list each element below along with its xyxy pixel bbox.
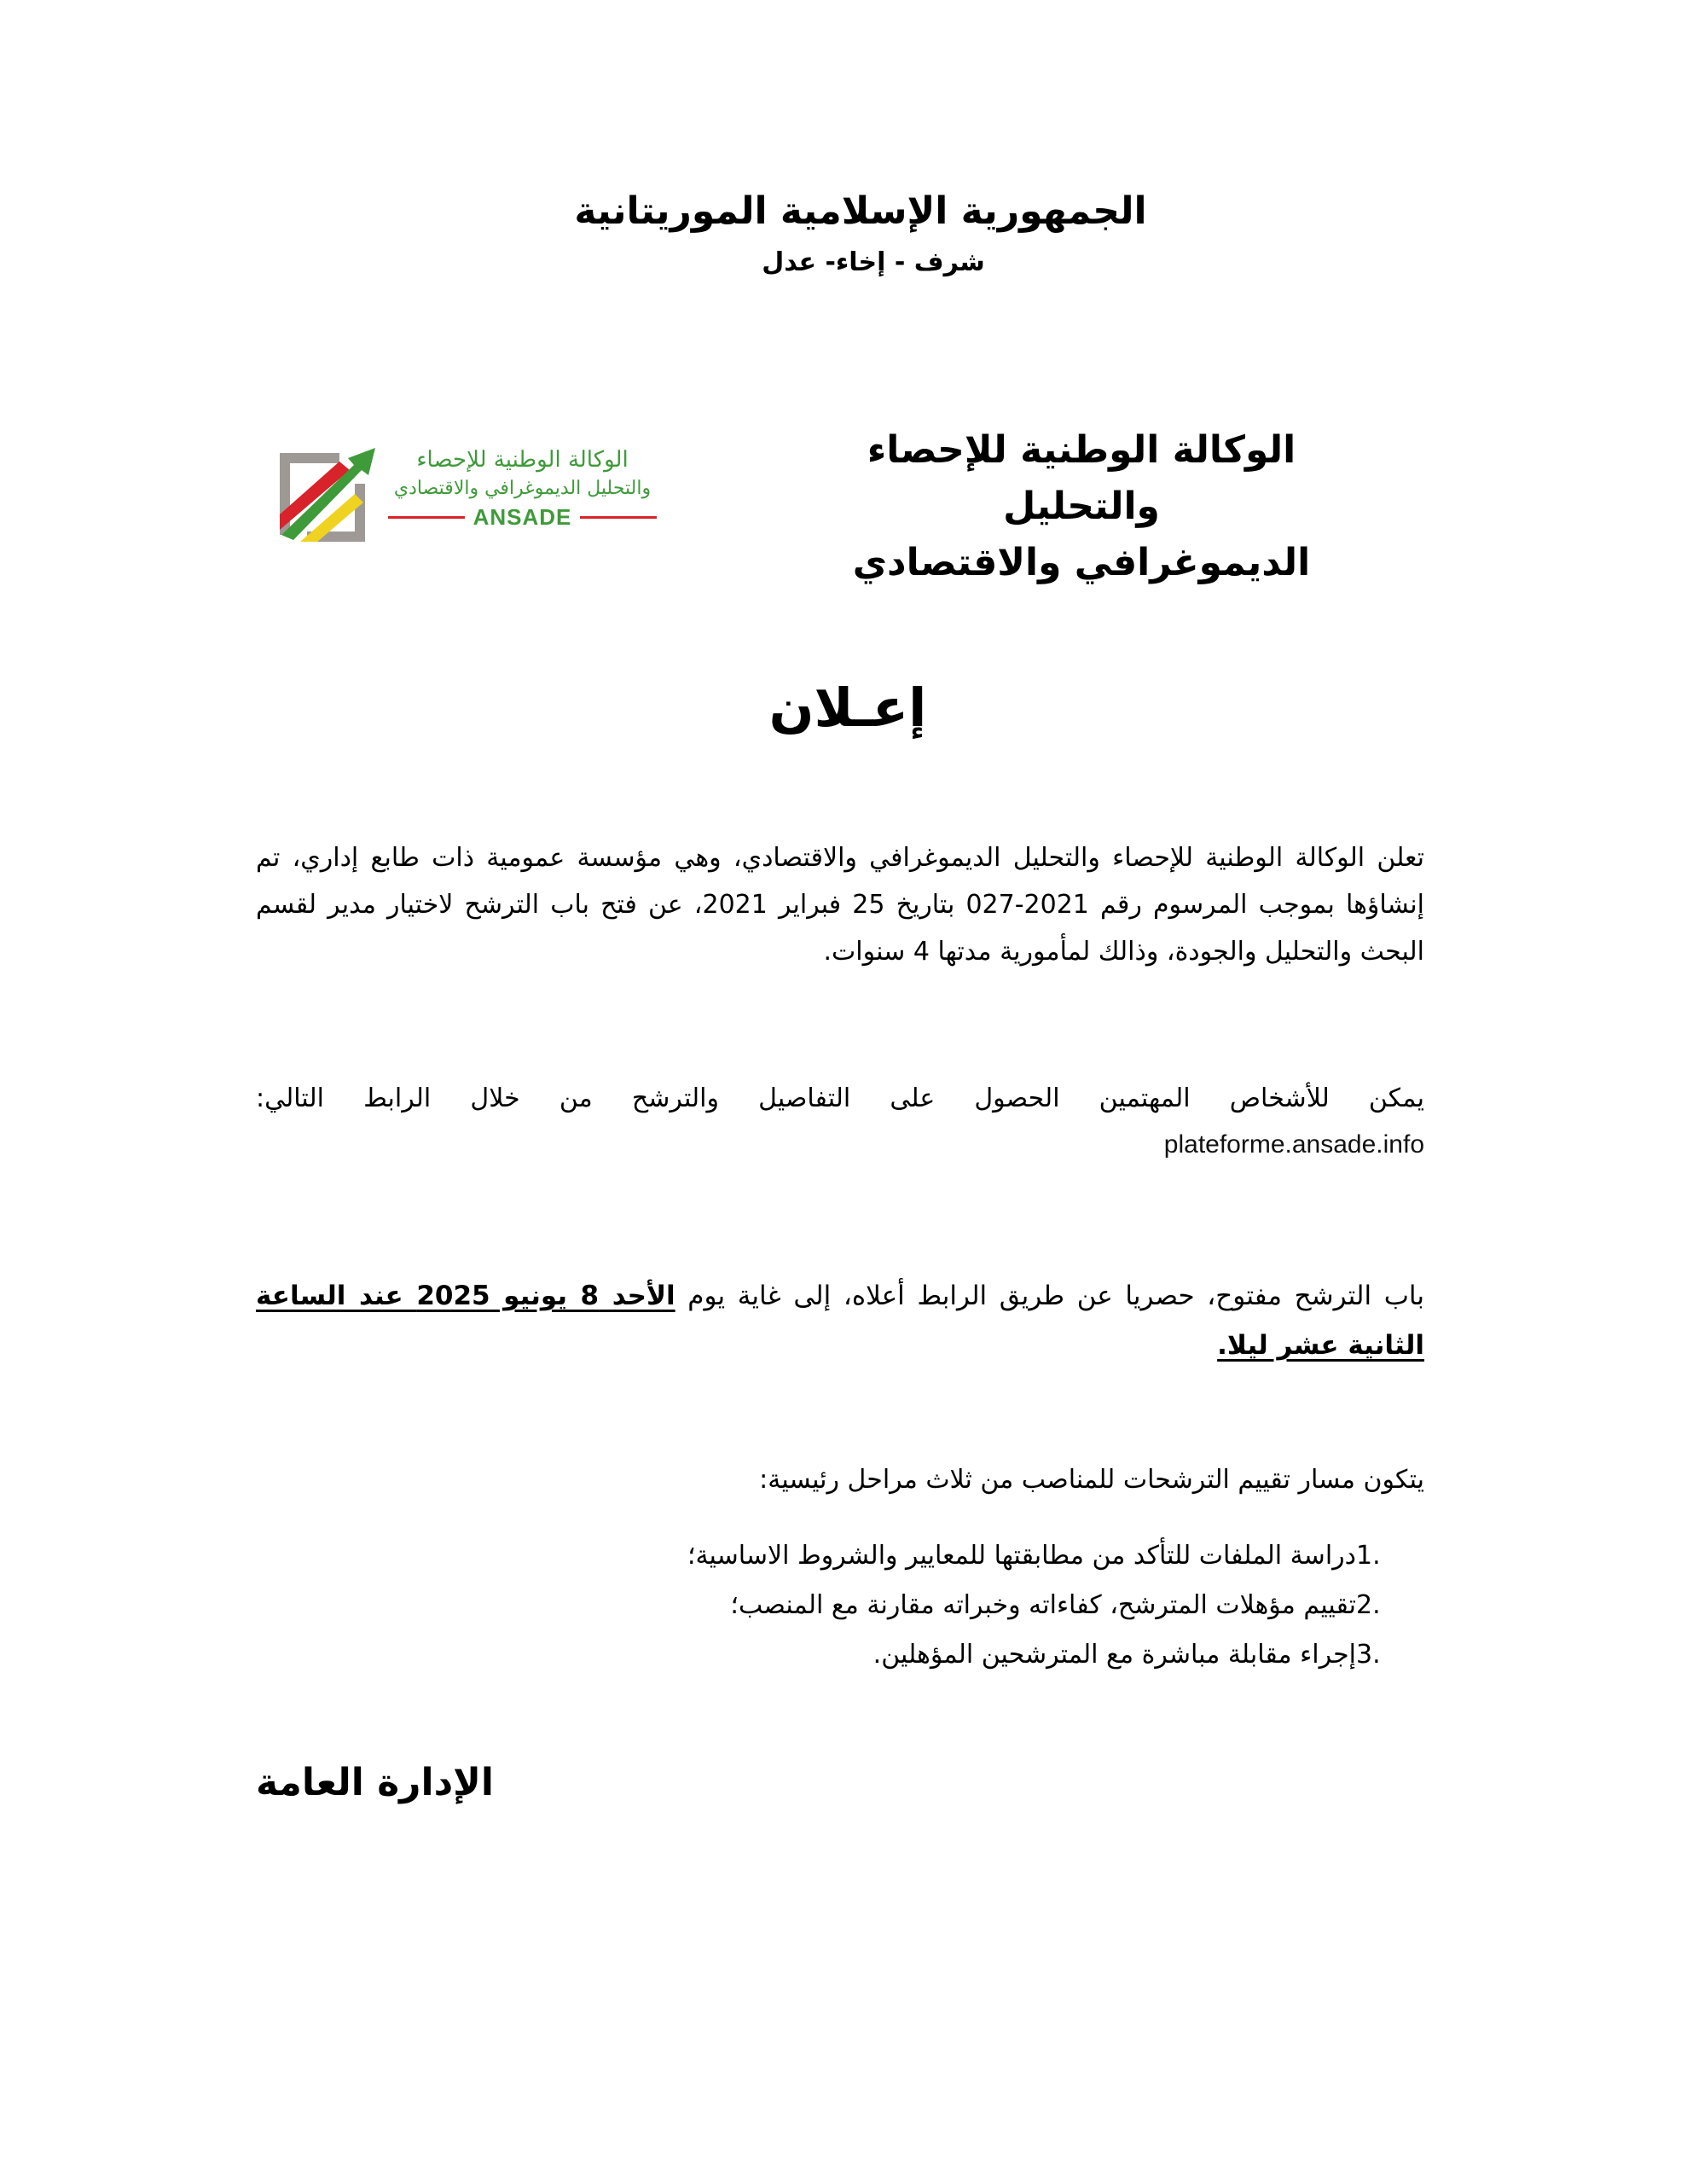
announcement-paragraph-4: يتكون مسار تقييم الترشحات للمناصب من ثلاث مراحل رئيسية:: [759, 1465, 1424, 1495]
logo-rule-right: [388, 516, 465, 519]
deadline-prefix: باب الترشح مفتوح، حصريا عن طريق الرابط أعلاه، إلى غاية يوم: [675, 1281, 1424, 1311]
evaluation-step: [546, 1630, 1416, 1680]
logo-text: [380, 439, 665, 530]
step-number: 1.: [1356, 1541, 1381, 1571]
step-text: دراسة الملفات للتأكد من مطابقتها للمعايير والشروط الاساسية؛: [687, 1541, 1356, 1571]
republic-name: الجمهورية الإسلامية الموريتانية: [574, 189, 1147, 233]
announcement-title: إعـلان: [768, 677, 927, 739]
logo-text-line2: والتحليل الديموغرافي والاقتصادي: [393, 478, 652, 499]
logo-brand-row: [380, 504, 665, 530]
announcement-paragraph-2: يمكن للأشخاص المهتمين الحصول على التفاصيل والترشح من خلال الرابط التالي:: [256, 1083, 1424, 1113]
step-number: 2.: [1356, 1590, 1381, 1620]
announcement-paragraph-3: [256, 1271, 1424, 1370]
agency-title-line2: الديموغرافي والاقتصادي: [852, 541, 1311, 584]
deadline-date: الأحد 8 يونيو 2025 عند الساعة الثانية عشر ليلا.: [256, 1281, 1424, 1361]
signature-general-directorate: الإدارة العامة: [256, 1761, 495, 1804]
evaluation-steps: [546, 1531, 1416, 1680]
ansade-logo: [273, 439, 665, 550]
logo-rule-left: [580, 516, 657, 519]
agency-title-line1: الوكالة الوطنية للإحصاء والتحليل: [867, 428, 1296, 528]
ansade-logo-mark-icon: [273, 439, 380, 546]
announcement-paragraph-1: تعلن الوكالة الوطنية للإحصاء والتحليل الديموغرافي والاقتصادي، وهي مؤسسة عمومية ذات طابع إداري، تم إنشاؤها بموجب المرسوم رقم 2021-027 بتاريخ 25 فبراير 2021، عن فتح باب الترشح لاختيار مدير لقسم البحث والتحليل والجودة، وذالك لمأمورية مدتها 4 سنوات.: [256, 843, 1424, 967]
evaluation-step: [546, 1581, 1416, 1630]
agency-title: [783, 422, 1380, 591]
step-number: 3.: [1356, 1640, 1381, 1670]
platform-link[interactable]: plateforme.ansade.info: [1163, 1130, 1424, 1159]
logo-text-line1: الوكالة الوطنية للإحصاء: [416, 447, 629, 473]
step-text: إجراء مقابلة مباشرة مع المترشحين المؤهلين.: [872, 1640, 1356, 1670]
evaluation-step: [546, 1531, 1416, 1581]
national-motto: شرف - إخاء- عدل: [762, 247, 985, 277]
logo-brand: ANSADE: [472, 504, 572, 530]
step-text: تقييم مؤهلات المترشح، كفاءاته وخبراته مقارنة مع المنصب؛: [730, 1590, 1356, 1620]
